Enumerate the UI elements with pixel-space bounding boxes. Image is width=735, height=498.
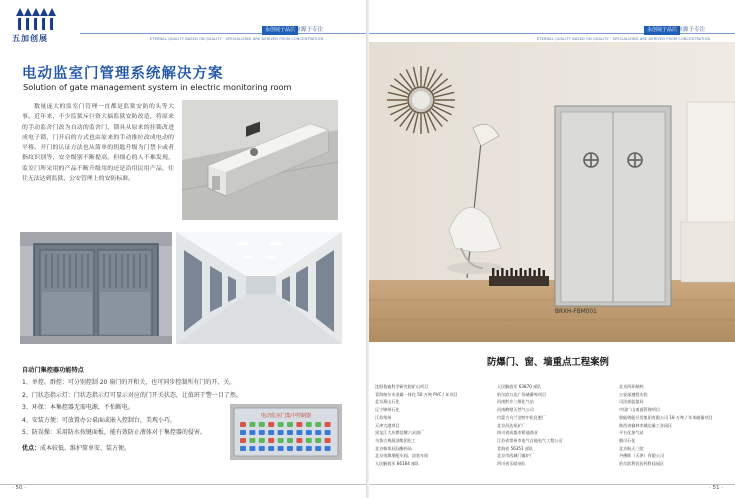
case-item: 人民解放军 63870 部队 xyxy=(497,384,542,389)
chess-piece xyxy=(533,270,535,276)
corridor-photo xyxy=(176,232,342,344)
case-item: 天津大港项目 xyxy=(375,422,400,428)
advantage-label: 优点： xyxy=(22,445,41,452)
case-item: 河南黔乡三维化气站 xyxy=(497,399,534,405)
case-item: 乌鲁古黄蔬油集团化工 xyxy=(375,437,416,443)
panel-button xyxy=(325,422,331,427)
panel-button xyxy=(240,438,246,443)
panel-button xyxy=(306,438,312,443)
header-tag: 永创展子品质 xyxy=(262,26,298,35)
chess-piece xyxy=(506,270,508,276)
panel-button xyxy=(315,422,321,427)
chess-piece xyxy=(520,268,522,276)
panel-button xyxy=(249,422,255,427)
case-item: 鲁能则能开发集团有限公司 18 万吨 / 年苯储量项目 xyxy=(619,414,713,420)
header-slogan: 专业源于专注 xyxy=(672,27,706,33)
logo-text: 五加创展 xyxy=(12,33,48,43)
case-item: 河南鹤壁天然气公司 xyxy=(497,407,534,413)
case-item: 北京贵潍朋配车间、涂装车间 xyxy=(375,453,429,459)
advantage-text: 成本较低、维护简单安、装方便。 xyxy=(40,445,131,452)
case-item: 人民解放军 66164 部队 xyxy=(375,461,420,467)
chess-piece xyxy=(492,268,494,276)
panel-button xyxy=(240,446,246,451)
panel-button xyxy=(287,438,293,443)
corridor-illustration xyxy=(176,232,342,344)
logo-mark-icon xyxy=(16,6,56,32)
case-item: 朝川石化 xyxy=(619,437,636,443)
case-item: 江苏常州 xyxy=(375,414,392,420)
case-item: 江苏省常州市电气自能电气工程公司 xyxy=(497,437,563,443)
panel-button xyxy=(278,422,284,427)
case-item: 北京航天三院 xyxy=(619,445,644,451)
door-lock-illustration xyxy=(182,100,338,220)
panel-button xyxy=(268,430,274,435)
case-column-2 xyxy=(497,383,563,468)
panel-button xyxy=(296,422,302,427)
page-subtitle: Solution of gate management system in electric monitoring room xyxy=(23,82,292,92)
case-column-3 xyxy=(619,383,713,468)
panel-button xyxy=(325,430,331,435)
intro-paragraph: 数量庞大的监室门管理一直都是监狱安防的头等大事。近年来，不少监狱斥巨资大搞监狱安防改造，将原来的手动监舍门改为自动的监舍门，锁具从原来的挂锁改进成电子锁，门开启的方式也由原来的手动推拉改成电动的平移。开门的认证方法也从简单的钥匙升级为门禁卡或者指纹识别等，安全级别不断提高。但细心的人不难发现，监室门所采用的产品不断升级用的还是沿用民用产品，往往无法达到监狱、公安管理上的安防标准。 xyxy=(22,104,174,183)
left-page xyxy=(0,0,366,498)
room-illustration xyxy=(369,42,735,342)
chess-piece xyxy=(510,268,512,276)
panel-button xyxy=(278,446,284,451)
header-tagline-en: ETERNAL QUALITY BASED ON QUALITY · SPECIALIZING ARE DERIVED FROM CONCENTRATION xyxy=(150,37,324,41)
case-column-1 xyxy=(375,383,458,468)
chess-piece xyxy=(501,268,503,276)
case-item: 内蒙古乌兰浩特中化化肥厂 xyxy=(497,414,547,420)
header-rule xyxy=(80,33,366,34)
case-item: 青海省 56351 部队 xyxy=(497,445,534,451)
case-item: 青海格尔木金属一体化 50 万吨 PVC / 年项目 xyxy=(375,391,458,397)
advantage-line xyxy=(22,443,130,452)
chess-piece xyxy=(515,270,517,276)
control-panel-illustration xyxy=(230,404,342,460)
company-logo xyxy=(12,6,68,44)
chess-piece xyxy=(538,268,540,276)
panel-button xyxy=(296,430,302,435)
panel-button xyxy=(325,446,331,451)
case-item: 四川省乐暗帝队 xyxy=(497,461,526,467)
right-page xyxy=(369,0,735,498)
case-item: 平右化加气站 xyxy=(619,430,644,436)
footer-rule xyxy=(0,484,366,485)
page-number-left: · 50 · xyxy=(12,485,26,491)
panel-button xyxy=(325,438,331,443)
panel-button xyxy=(296,438,302,443)
case-item: 北京燕山石化 xyxy=(375,399,400,405)
case-item: 四川省成都市桥迪商业 xyxy=(497,430,538,436)
panel-button xyxy=(315,446,321,451)
case-item: 公安部遵程实验 xyxy=(619,391,648,397)
case-section-title: 防爆门、窗、墙重点工程案例 xyxy=(487,357,609,368)
page-number-right: · 51 · xyxy=(709,485,723,491)
panel-button xyxy=(287,430,293,435)
feature-item: 4、安装方便：可放置办公桌面或嵌入控制台，美观小巧。 xyxy=(22,416,176,424)
panel-button xyxy=(268,422,274,427)
panel-button xyxy=(249,446,255,451)
chess-piece xyxy=(543,270,545,276)
case-item: 哈尔滨万达广场储蓄库项目 xyxy=(497,391,547,397)
panel-button xyxy=(259,422,265,427)
panel-label: 电动监室门集中控制器 xyxy=(260,413,312,419)
page-title: 电动监室门管理系统解决方案 xyxy=(22,65,224,82)
panel-button xyxy=(259,446,265,451)
blast-door-icon xyxy=(555,106,671,306)
panel-button xyxy=(296,446,302,451)
chess-piece xyxy=(497,270,499,276)
case-item: 北京四环制药 xyxy=(619,384,644,389)
panel-button xyxy=(306,422,312,427)
panel-button xyxy=(259,430,265,435)
header-tag: 永创展子品质 xyxy=(644,26,680,35)
case-item: 沈阳鲁迪科学研究院矿山项目 xyxy=(375,384,429,389)
panel-button xyxy=(278,438,284,443)
panel-button xyxy=(240,430,246,435)
panel-button xyxy=(249,438,255,443)
panel-button xyxy=(315,430,321,435)
case-item: 司法部监狱局 xyxy=(619,399,644,405)
explosion-proof-door-photo xyxy=(369,42,735,342)
panel-button xyxy=(259,438,265,443)
panel-button xyxy=(306,446,312,451)
feature-item: 5、防误操：采用防水按键面板，能有效防止液体对于集控器的侵害。 xyxy=(22,429,206,437)
case-item: 北京市西城门镇炉厂 xyxy=(497,453,534,459)
case-item: 黑龙江大庆燃信酸六采油厂 xyxy=(375,430,425,436)
cell-door-photo xyxy=(20,232,172,344)
header-slogan: 专业源于专注 xyxy=(290,27,324,33)
control-panel-photo xyxy=(230,404,342,460)
panel-button xyxy=(315,438,321,443)
panel-button xyxy=(268,438,274,443)
door-lock-photo xyxy=(182,100,338,220)
panel-button xyxy=(278,430,284,435)
header-tagline-en: ETERNAL QUALITY BASED ON QUALITY · SPECIALIZING ARE DERIVED FROM CONCENTRATION xyxy=(537,37,711,41)
panel-button xyxy=(306,430,312,435)
cell-door-illustration xyxy=(20,232,172,344)
case-item: 陕西省榆林市城边量工业园区 xyxy=(619,422,673,428)
case-item: 北京韩邦辰际酶药局 xyxy=(375,445,412,451)
case-item: 北京昌达炭矿厂 xyxy=(497,422,526,428)
case-item: 中国广山南面管理项目 xyxy=(619,407,660,413)
panel-button xyxy=(249,430,255,435)
case-item: 丹佛斯（天津）有限公司 xyxy=(619,453,665,459)
side-table xyxy=(681,222,735,282)
chess-piece xyxy=(524,270,526,276)
feature-item: 3、环保：本集控器无需电源，不怕断电。 xyxy=(22,404,134,412)
case-item: 哈尔滨利民医药科技园区 xyxy=(619,461,665,467)
panel-button xyxy=(287,422,293,427)
panel-button xyxy=(287,446,293,451)
case-item: 辽宁锦州石化 xyxy=(375,407,400,413)
feature-item: 2、门状态指示灯：门状态指示灯可显示对应的门开关状态，让值班干警一目了然。 xyxy=(22,391,242,399)
feature-heading: 自动门集控器功能特点 xyxy=(22,367,84,374)
door-model-label: BRXH-FBM001 xyxy=(555,309,597,315)
footer-rule xyxy=(369,484,735,485)
panel-button xyxy=(268,446,274,451)
feature-item: 1、单控、群控：可分别控制 20 扇门的开和关，也可同步控制所有门的开、关。 xyxy=(22,379,236,386)
panel-button xyxy=(240,422,246,427)
chess-piece xyxy=(529,268,531,276)
